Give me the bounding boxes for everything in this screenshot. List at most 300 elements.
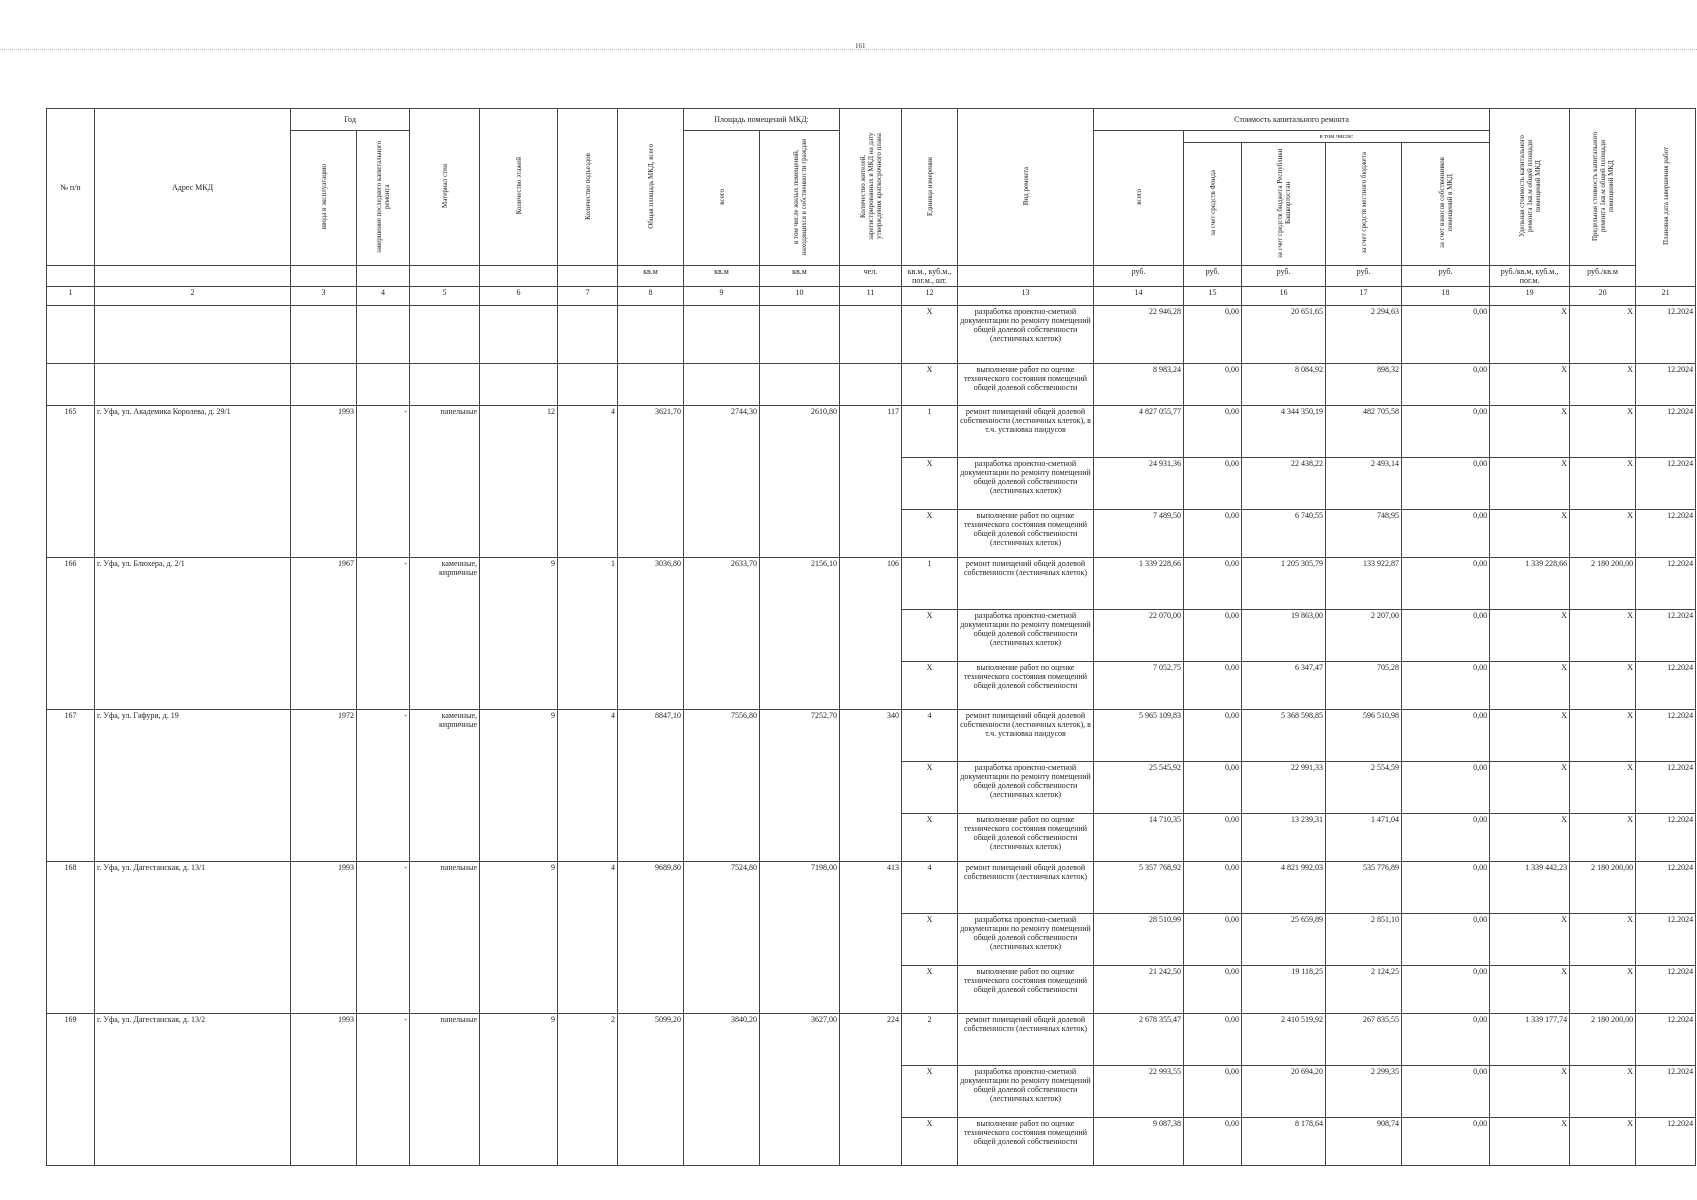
cost-republic: 2 410 519,92 (1242, 1014, 1326, 1066)
specific-cost: X (1490, 306, 1570, 364)
cost-local: 2 851,10 (1326, 914, 1402, 966)
column-index-cell: 11 (840, 287, 902, 306)
work-type: ремонт помещений общей долевой собственности (лестничных клеток), в т.ч. установка пандусов (958, 406, 1094, 458)
cost-owners: 0,00 (1402, 406, 1490, 458)
cost-total: 24 931,36 (1094, 458, 1184, 510)
work-type: ремонт помещений общей долевой собственности (лестничных клеток) (958, 862, 1094, 914)
hdr-cost-republic: за счет средств бюджета Республики Башкортостан (1275, 148, 1292, 258)
table-row (47, 1014, 1696, 1066)
max-cost: X (1570, 510, 1636, 558)
year-last-repair: - (357, 862, 410, 1014)
cost-local: 2 294,63 (1326, 306, 1402, 364)
table-body (47, 287, 1696, 1166)
cost-republic: 22 438,22 (1242, 458, 1326, 510)
work-unit: X (902, 1066, 958, 1118)
cost-fund: 0,00 (1184, 306, 1242, 364)
row-number: 169 (47, 1014, 95, 1166)
cost-owners: 0,00 (1402, 762, 1490, 814)
deadline: 12.2024 (1636, 914, 1696, 966)
empty-cell (618, 306, 684, 364)
cost-total: 25 545,92 (1094, 762, 1184, 814)
address: г. Уфа, ул. Гафури, д. 19 (95, 710, 291, 862)
cost-fund: 0,00 (1184, 406, 1242, 458)
specific-cost: X (1490, 510, 1570, 558)
premises-contrib: 2156,10 (760, 558, 840, 710)
cost-local: 1 471,04 (1326, 814, 1402, 862)
residents: 224 (840, 1014, 902, 1166)
table-row (47, 558, 1696, 610)
max-cost: 2 180 200,00 (1570, 862, 1636, 914)
cost-fund: 0,00 (1184, 914, 1242, 966)
deadline: 12.2024 (1636, 458, 1696, 510)
premises-area: 2633,70 (684, 558, 760, 710)
entrances: 1 (558, 558, 618, 710)
row-number: 165 (47, 406, 95, 558)
premises-contrib: 3627,00 (760, 1014, 840, 1166)
cost-local: 748,95 (1326, 510, 1402, 558)
deadline: 12.2024 (1636, 1066, 1696, 1118)
cost-local: 2 124,25 (1326, 966, 1402, 1014)
cost-local: 2 493,14 (1326, 458, 1402, 510)
residents: 413 (840, 862, 902, 1014)
hdr-premises-area: Площадь помещений МКД: (684, 109, 840, 131)
unit-cost-rb: руб. (1242, 266, 1326, 287)
cost-fund: 0,00 (1184, 966, 1242, 1014)
work-unit: 1 (902, 406, 958, 458)
total-area: 5099,20 (618, 1014, 684, 1166)
work-unit: 4 (902, 862, 958, 914)
empty-cell (95, 306, 291, 364)
max-cost: X (1570, 1118, 1636, 1166)
wall-material: панельные (410, 862, 480, 1014)
column-index-cell: 5 (410, 287, 480, 306)
deadline: 12.2024 (1636, 862, 1696, 914)
specific-cost: X (1490, 814, 1570, 862)
cost-total: 8 983,24 (1094, 364, 1184, 406)
cost-republic: 1 205 305,79 (1242, 558, 1326, 610)
work-unit: X (902, 966, 958, 1014)
address: г. Уфа, ул. Академика Королева, д. 29/1 (95, 406, 291, 558)
floors: 12 (480, 406, 558, 558)
column-index-cell: 13 (958, 287, 1094, 306)
deadline: 12.2024 (1636, 966, 1696, 1014)
cost-fund: 0,00 (1184, 1066, 1242, 1118)
column-index-cell: 4 (357, 287, 410, 306)
deadline: 12.2024 (1636, 814, 1696, 862)
cost-owners: 0,00 (1402, 610, 1490, 662)
unit-cost-fund: руб. (1184, 266, 1242, 287)
hdr-specific-cost: Удельная стоимость капитального ремонта 1кв.м общей площади помещений МКД (1517, 135, 1542, 237)
year-commission: 1972 (291, 710, 357, 862)
entrances: 4 (558, 406, 618, 558)
hdr-unit: Единица измерения (925, 156, 934, 216)
hdr-wall-material: Материал стен (440, 164, 449, 208)
table-row (47, 364, 1696, 406)
cost-republic: 20 694,20 (1242, 1066, 1326, 1118)
premises-area: 7556,80 (684, 710, 760, 862)
deadline: 12.2024 (1636, 762, 1696, 814)
cost-total: 5 965 109,83 (1094, 710, 1184, 762)
cost-republic: 8 178,64 (1242, 1118, 1326, 1166)
cost-republic: 19 863,00 (1242, 610, 1326, 662)
column-index-cell: 17 (1326, 287, 1402, 306)
cost-republic: 5 368 598,85 (1242, 710, 1326, 762)
max-cost: X (1570, 458, 1636, 510)
residents: 117 (840, 406, 902, 558)
table-row (47, 406, 1696, 458)
total-area: 8847,10 (618, 710, 684, 862)
total-area: 3036,80 (618, 558, 684, 710)
work-type: выполнение работ по оценке технического состояния помещений общей долевой собственности (958, 662, 1094, 710)
cost-owners: 0,00 (1402, 814, 1490, 862)
column-index-cell: 16 (1242, 287, 1326, 306)
cost-owners: 0,00 (1402, 662, 1490, 710)
unit-cost-local: руб. (1326, 266, 1402, 287)
hdr-year-last-repair: завершение последнего капитального ремонта (375, 140, 391, 254)
cost-total: 1 339 228,66 (1094, 558, 1184, 610)
hdr-residents: Количество жителей, зарегистрированных в МКД на дату утверждения краткосрочного плана (858, 132, 883, 240)
cost-owners: 0,00 (1402, 710, 1490, 762)
cost-total: 2 678 355,47 (1094, 1014, 1184, 1066)
hdr-cost: Стоимость капитального ремонта (1094, 109, 1490, 131)
empty-cell (95, 364, 291, 406)
cost-total: 4 827 055,77 (1094, 406, 1184, 458)
cost-local: 133 922,87 (1326, 558, 1402, 610)
empty-cell (480, 306, 558, 364)
wall-material: панельные (410, 406, 480, 558)
year-commission: 1993 (291, 406, 357, 558)
work-unit: X (902, 1118, 958, 1166)
year-commission: 1967 (291, 558, 357, 710)
premises-contrib: 2610,80 (760, 406, 840, 558)
work-type: ремонт помещений общей долевой собственности (лестничных клеток), в т.ч. установка пандусов (958, 710, 1094, 762)
cost-owners: 0,00 (1402, 558, 1490, 610)
row-number: 166 (47, 558, 95, 710)
column-index-row (47, 287, 1696, 306)
hdr-cost-total: всего (1134, 189, 1143, 205)
empty-cell (480, 364, 558, 406)
residents: 340 (840, 710, 902, 862)
total-area: 9689,80 (618, 862, 684, 1014)
work-type: выполнение работ по оценке технического состояния помещений общей долевой собственности (958, 966, 1094, 1014)
column-index-cell: 15 (1184, 287, 1242, 306)
cost-owners: 0,00 (1402, 1118, 1490, 1166)
max-cost: X (1570, 914, 1636, 966)
year-last-repair: - (357, 558, 410, 710)
floors: 9 (480, 558, 558, 710)
page-number: 161 (855, 42, 866, 50)
specific-cost: 1 339 177,74 (1490, 1014, 1570, 1066)
specific-cost: X (1490, 710, 1570, 762)
cost-fund: 0,00 (1184, 662, 1242, 710)
hdr-year-commission: ввода в эксплуатацию (319, 164, 328, 230)
work-type: выполнение работ по оценке технического состояния помещений общей долевой собственности (958, 364, 1094, 406)
empty-cell (760, 306, 840, 364)
unit-prem: кв.м (684, 266, 760, 287)
entrances: 4 (558, 862, 618, 1014)
total-area: 3621,70 (618, 406, 684, 558)
row-number: 167 (47, 710, 95, 862)
work-unit: X (902, 306, 958, 364)
specific-cost: X (1490, 966, 1570, 1014)
column-index-cell: 2 (95, 287, 291, 306)
work-type: разработка проектно-сметной документации по ремонту помещений общей долевой собственности (лестничных клеток) (958, 762, 1094, 814)
deadline: 12.2024 (1636, 710, 1696, 762)
work-type: выполнение работ по оценке технического состояния помещений общей долевой собственности (лестничных клеток) (958, 814, 1094, 862)
unit-area: кв.м (618, 266, 684, 287)
cost-total: 5 357 768,92 (1094, 862, 1184, 914)
specific-cost: X (1490, 364, 1570, 406)
year-last-repair: - (357, 710, 410, 862)
max-cost: X (1570, 610, 1636, 662)
cost-fund: 0,00 (1184, 510, 1242, 558)
column-index-cell: 21 (1636, 287, 1696, 306)
empty-cell (558, 306, 618, 364)
cost-owners: 0,00 (1402, 510, 1490, 558)
cost-owners: 0,00 (1402, 966, 1490, 1014)
unit-prem-c: кв.м (760, 266, 840, 287)
hdr-year: Год (291, 109, 410, 131)
cost-local: 2 554,59 (1326, 762, 1402, 814)
table-row (47, 862, 1696, 914)
cost-local: 2 207,00 (1326, 610, 1402, 662)
deadline: 12.2024 (1636, 1014, 1696, 1066)
deadline: 12.2024 (1636, 1118, 1696, 1166)
unit-max: руб./кв.м (1570, 266, 1636, 287)
column-index-cell: 9 (684, 287, 760, 306)
address: г. Уфа, ул. Блюхера, д. 2/1 (95, 558, 291, 710)
cost-owners: 0,00 (1402, 364, 1490, 406)
work-type: выполнение работ по оценке технического состояния помещений общей долевой собственности (лестничных клеток) (958, 510, 1094, 558)
specific-cost: 1 339 228,66 (1490, 558, 1570, 610)
empty-cell (684, 306, 760, 364)
column-index-cell: 10 (760, 287, 840, 306)
hdr-work-type: Вид ремонта (1021, 166, 1030, 206)
hdr-cost-local: за счет средств местного бюджета (1359, 152, 1368, 254)
deadline: 12.2024 (1636, 610, 1696, 662)
work-unit: X (902, 458, 958, 510)
work-unit: 4 (902, 710, 958, 762)
cost-republic: 6 347,47 (1242, 662, 1326, 710)
cost-owners: 0,00 (1402, 458, 1490, 510)
work-type: разработка проектно-сметной документации по ремонту помещений общей долевой собственности (лестничных клеток) (958, 306, 1094, 364)
cost-local: 482 705,58 (1326, 406, 1402, 458)
deadline: 12.2024 (1636, 558, 1696, 610)
max-cost: X (1570, 710, 1636, 762)
cost-local: 535 776,89 (1326, 862, 1402, 914)
work-type: разработка проектно-сметной документации по ремонту помещений общей долевой собственности (лестничных клеток) (958, 458, 1094, 510)
cost-fund: 0,00 (1184, 458, 1242, 510)
cost-total: 21 242,50 (1094, 966, 1184, 1014)
cost-republic: 19 118,25 (1242, 966, 1326, 1014)
hdr-cost-fund: за счет средств Фонда (1208, 170, 1217, 236)
max-cost: X (1570, 662, 1636, 710)
max-cost: X (1570, 364, 1636, 406)
max-cost: X (1570, 1066, 1636, 1118)
work-unit: X (902, 814, 958, 862)
work-unit: 1 (902, 558, 958, 610)
cost-owners: 0,00 (1402, 862, 1490, 914)
cost-fund: 0,00 (1184, 862, 1242, 914)
table-row (47, 710, 1696, 762)
year-last-repair: - (357, 406, 410, 558)
premises-area: 2744,30 (684, 406, 760, 558)
work-unit: 2 (902, 1014, 958, 1066)
cost-total: 28 510,99 (1094, 914, 1184, 966)
cost-republic: 13 239,31 (1242, 814, 1326, 862)
max-cost: 2 180 200,00 (1570, 1014, 1636, 1066)
column-index-cell: 3 (291, 287, 357, 306)
specific-cost: X (1490, 762, 1570, 814)
cost-owners: 0,00 (1402, 914, 1490, 966)
unit-measure: кв.м., куб.м., пог.м., шт. (902, 266, 958, 287)
year-commission: 1993 (291, 862, 357, 1014)
empty-cell (558, 364, 618, 406)
specific-cost: X (1490, 914, 1570, 966)
cost-local: 705,28 (1326, 662, 1402, 710)
residents: 106 (840, 558, 902, 710)
column-index-cell: 14 (1094, 287, 1184, 306)
cost-local: 908,74 (1326, 1118, 1402, 1166)
hdr-premises-contrib: в том числе жилых помещений, находящихся в собственности граждан (791, 139, 808, 255)
cost-local: 267 835,55 (1326, 1014, 1402, 1066)
wall-material: каменные, кирпичные (410, 710, 480, 862)
empty-cell (47, 364, 95, 406)
empty-cell (357, 306, 410, 364)
address: г. Уфа, ул. Дагестанская, д. 13/1 (95, 862, 291, 1014)
cost-republic: 25 659,89 (1242, 914, 1326, 966)
cost-total: 7 489,50 (1094, 510, 1184, 558)
cost-fund: 0,00 (1184, 814, 1242, 862)
work-unit: X (902, 510, 958, 558)
cost-fund: 0,00 (1184, 710, 1242, 762)
row-number: 168 (47, 862, 95, 1014)
cost-republic: 22 991,33 (1242, 762, 1326, 814)
floors: 9 (480, 862, 558, 1014)
work-unit: X (902, 914, 958, 966)
floors: 9 (480, 710, 558, 862)
work-unit: X (902, 364, 958, 406)
capital-repair-table (46, 108, 1696, 1166)
empty-cell (840, 306, 902, 364)
hdr-max-cost: Предельная стоимость капитального ремонта 1кв.м общей площади помещений МКД (1590, 131, 1615, 241)
cost-republic: 20 651,65 (1242, 306, 1326, 364)
max-cost: X (1570, 762, 1636, 814)
deadline: 12.2024 (1636, 406, 1696, 458)
column-index-cell: 19 (1490, 287, 1570, 306)
column-index-cell: 20 (1570, 287, 1636, 306)
work-type: выполнение работ по оценке технического состояния помещений общей долевой собственности (958, 1118, 1094, 1166)
year-commission: 1993 (291, 1014, 357, 1166)
year-last-repair: - (357, 1014, 410, 1166)
hdr-deadline: Плановая дата завершения работ (1661, 147, 1670, 246)
column-index-cell: 7 (558, 287, 618, 306)
unit-spec: руб./кв.м, куб.м., пог.м. (1490, 266, 1570, 287)
specific-cost: X (1490, 1118, 1570, 1166)
unit-cost-owners: руб. (1402, 266, 1490, 287)
cost-total: 9 087,38 (1094, 1118, 1184, 1166)
cost-fund: 0,00 (1184, 762, 1242, 814)
work-type: разработка проектно-сметной документации по ремонту помещений общей долевой собственности (лестничных клеток) (958, 610, 1094, 662)
cost-owners: 0,00 (1402, 306, 1490, 364)
column-index-cell: 8 (618, 287, 684, 306)
address: г. Уфа, ул. Дагестанская, д. 13/2 (95, 1014, 291, 1166)
work-unit: X (902, 610, 958, 662)
cost-fund: 0,00 (1184, 1014, 1242, 1066)
max-cost: 2 180 200,00 (1570, 558, 1636, 610)
work-unit: X (902, 662, 958, 710)
deadline: 12.2024 (1636, 662, 1696, 710)
hdr-address: Адрес МКД (95, 109, 291, 266)
cost-total: 7 052,75 (1094, 662, 1184, 710)
cost-fund: 0,00 (1184, 610, 1242, 662)
hdr-floors: Количество этажей (514, 157, 523, 215)
specific-cost: X (1490, 1066, 1570, 1118)
column-index-cell: 6 (480, 287, 558, 306)
floors: 9 (480, 1014, 558, 1166)
max-cost: X (1570, 306, 1636, 364)
unit-residents: чел. (840, 266, 902, 287)
deadline: 12.2024 (1636, 306, 1696, 364)
max-cost: X (1570, 966, 1636, 1014)
premises-contrib: 7252,70 (760, 710, 840, 862)
work-type: разработка проектно-сметной документации по ремонту помещений общей долевой собственности (лестничных клеток) (958, 914, 1094, 966)
column-index-cell: 12 (902, 287, 958, 306)
empty-cell (410, 364, 480, 406)
wall-material: каменные, кирпичные (410, 558, 480, 710)
cost-fund: 0,00 (1184, 1118, 1242, 1166)
empty-cell (684, 364, 760, 406)
entrances: 4 (558, 710, 618, 862)
empty-cell (291, 364, 357, 406)
cost-local: 898,32 (1326, 364, 1402, 406)
specific-cost: 1 339 442,23 (1490, 862, 1570, 914)
premises-area: 3840,20 (684, 1014, 760, 1166)
hdr-entrances: Количество подъездов (583, 152, 592, 220)
specific-cost: X (1490, 610, 1570, 662)
premises-contrib: 7198,00 (760, 862, 840, 1014)
hdr-cost-owners: за счет взносов собственников помещений в МКД (1437, 157, 1454, 249)
deadline: 12.2024 (1636, 510, 1696, 558)
empty-cell (618, 364, 684, 406)
work-type: ремонт помещений общей долевой собственности (лестничных клеток) (958, 1014, 1094, 1066)
entrances: 2 (558, 1014, 618, 1166)
max-cost: X (1570, 406, 1636, 458)
deadline: 12.2024 (1636, 364, 1696, 406)
cost-owners: 0,00 (1402, 1066, 1490, 1118)
max-cost: X (1570, 814, 1636, 862)
empty-cell (760, 364, 840, 406)
cost-fund: 0,00 (1184, 364, 1242, 406)
hdr-incl: в том числе: (1184, 131, 1490, 143)
cost-republic: 4 344 350,19 (1242, 406, 1326, 458)
cost-total: 22 993,55 (1094, 1066, 1184, 1118)
cost-total: 22 070,00 (1094, 610, 1184, 662)
specific-cost: X (1490, 458, 1570, 510)
cost-total: 14 710,35 (1094, 814, 1184, 862)
work-type: разработка проектно-сметной документации по ремонту помещений общей долевой собственности (лестничных клеток) (958, 1066, 1094, 1118)
cost-total: 22 946,28 (1094, 306, 1184, 364)
specific-cost: X (1490, 662, 1570, 710)
hdr-total-area: Общая площадь МКД, всего (646, 143, 655, 229)
work-unit: X (902, 762, 958, 814)
cost-owners: 0,00 (1402, 1014, 1490, 1066)
specific-cost: X (1490, 406, 1570, 458)
hdr-premises-total: всего (717, 189, 726, 205)
empty-cell (291, 306, 357, 364)
table-row (47, 306, 1696, 364)
cost-republic: 8 084,92 (1242, 364, 1326, 406)
